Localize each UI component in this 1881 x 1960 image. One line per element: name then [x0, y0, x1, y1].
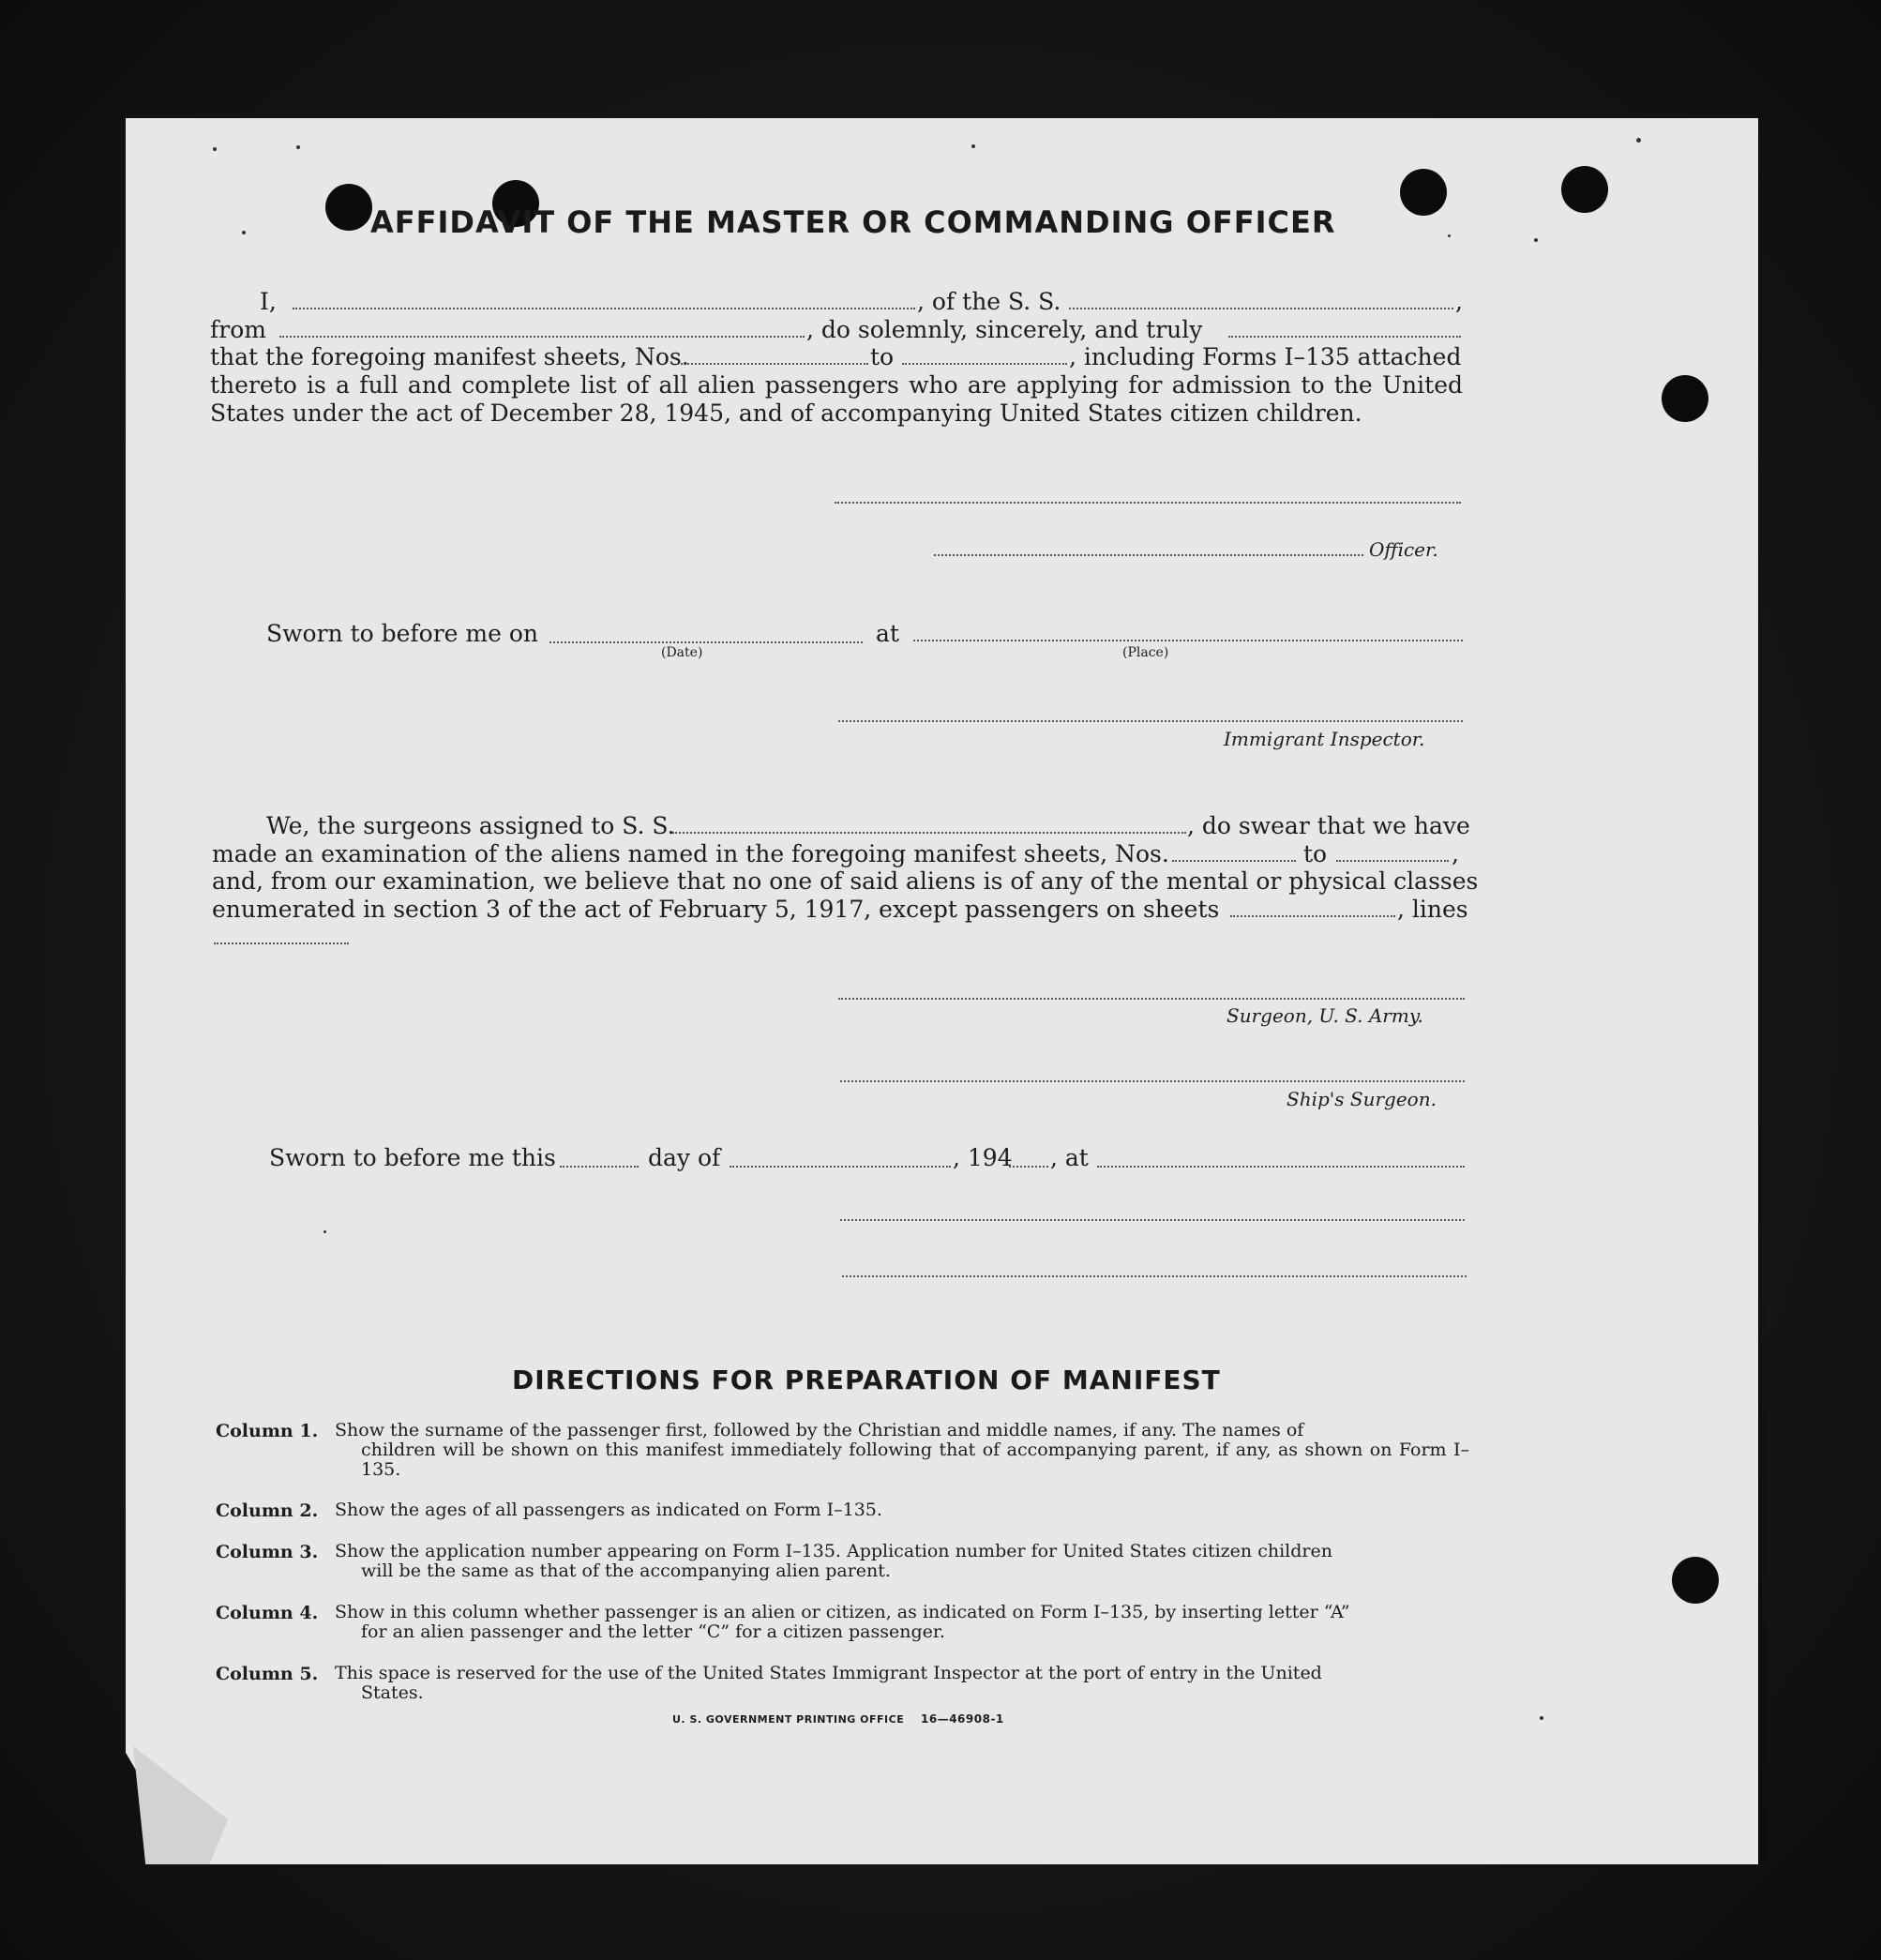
ship-name-field[interactable] [1069, 308, 1453, 309]
column-direction [335, 1542, 1469, 1581]
master-name-field[interactable] [293, 308, 915, 309]
directions-title: DIRECTIONS FOR PREPARATION OF MANIFEST [512, 1364, 1221, 1395]
officer-signature-line[interactable] [835, 502, 1461, 504]
punch-hole [325, 184, 372, 231]
printer-imprint: U. S. GOVERNMENT PRINTING OFFICE [672, 1713, 905, 1726]
direction-text: Show the surname of the passenger first, followed by the Christian and middle names, if any. The names of [335, 1420, 1304, 1440]
direction-text: Show the ages of all passengers as indicated on Form I–135. [335, 1500, 882, 1520]
punch-hole [1400, 169, 1447, 216]
affidavit-text: from [210, 316, 266, 343]
affidavit-text: , [1455, 288, 1463, 315]
column-label: Column 3. [216, 1542, 319, 1562]
place-label: (Place) [1122, 645, 1169, 660]
affidavit-text: , of the S. S. [917, 288, 1061, 315]
direction-text: This space is reserved for the use of the United States Immigrant Inspector at the port of entry in the United [335, 1663, 1322, 1683]
affidavit-title: AFFIDAVIT OF THE MASTER OR COMMANDING OFFICER [370, 204, 1336, 240]
surgeon-sheet-from-field[interactable] [1172, 860, 1296, 862]
direction-text: will be the same as that of the accompanying alien parent. [361, 1560, 891, 1581]
except-sheets-field[interactable] [1230, 915, 1395, 917]
affidavit-text: that the foregoing manifest sheets, Nos. [210, 343, 689, 370]
affidavit-paragraph: thereto is a full and complete list of all alien passengers who are applying for admission to the United States under the act of December 28, 1945, and of accompanying United States citizen children. [210, 371, 1463, 427]
column-label: Column 2. [216, 1500, 319, 1521]
affidavit-text: , including Forms I–135 attached [1069, 343, 1462, 370]
surgeons-text: , [1452, 840, 1459, 867]
column-direction [335, 1603, 1469, 1642]
inspector-signature-line[interactable] [838, 720, 1463, 722]
army-surgeon-signature-line[interactable] [838, 998, 1465, 1000]
surgeons-text: , do swear that we have [1187, 812, 1470, 839]
column-direction [335, 1664, 1469, 1703]
surgeons-text: and, from our examination, we believe that no one of said aliens is of any of the mental or physical classes [212, 867, 1479, 895]
officer-label: Officer. [1369, 538, 1438, 561]
ship-surgeon-label: Ship's Surgeon. [1287, 1088, 1437, 1110]
surgeon-sheet-to-field[interactable] [1336, 860, 1449, 862]
date-label: (Date) [661, 645, 703, 660]
sworn-text: , at [1050, 1144, 1089, 1171]
sworn-place2-field[interactable] [1097, 1166, 1465, 1168]
affidavit-text: , do solemnly, sincerely, and truly [806, 316, 1203, 343]
sworn-date-field[interactable] [549, 641, 863, 643]
direction-text: children will be shown on this manifest immediately following that of accompanying parent, if any, as shown on Form I–135. [361, 1440, 1469, 1480]
sworn-day-field[interactable] [560, 1166, 639, 1168]
direction-text: for an alien passenger and the letter “C” for a citizen passenger. [361, 1621, 945, 1642]
sworn-text: Sworn to before me this [269, 1144, 556, 1171]
sheet-to-field[interactable] [902, 363, 1067, 365]
direction-text: Show the application number appearing on Form I–135. Application number for United States citizen children [335, 1541, 1332, 1561]
sworn-text: day of [648, 1144, 721, 1171]
punch-hole [1561, 166, 1608, 213]
army-surgeon-label: Surgeon, U. S. Army. [1226, 1004, 1423, 1027]
column-direction [335, 1500, 1469, 1520]
surgeons-text: made an examination of the aliens named in the foregoing manifest sheets, Nos. [212, 840, 1169, 867]
signature-line[interactable] [842, 1275, 1467, 1277]
sworn-text: , 194 [953, 1144, 1013, 1171]
ship-surgeon-signature-line[interactable] [840, 1080, 1465, 1082]
signature-line[interactable] [840, 1219, 1465, 1221]
column-label: Column 1. [216, 1421, 319, 1441]
direction-text: States. [361, 1682, 424, 1703]
surgeons-text: , lines [1397, 896, 1468, 923]
punch-hole [1662, 375, 1708, 422]
surgeons-text: enumerated in section 3 of the act of February 5, 1917, except passengers on sheets [212, 896, 1220, 923]
surgeons-text: We, the surgeons assigned to S. S. [266, 812, 675, 839]
surgeon-ship-field[interactable] [672, 832, 1186, 834]
column-label: Column 5. [216, 1664, 319, 1684]
column-label: Column 4. [216, 1603, 319, 1623]
form-number: 16—46908-1 [921, 1712, 1004, 1726]
affidavit-text: I, [260, 288, 277, 315]
sworn-month-field[interactable] [730, 1166, 951, 1168]
sworn-text: at [876, 620, 899, 647]
direction-text: Show in this column whether passenger is an alien or citizen, as indicated on Form I–135, by inserting letter “A” [335, 1602, 1350, 1622]
inspector-label: Immigrant Inspector. [1224, 728, 1425, 750]
sworn-text: Sworn to before me on [266, 620, 539, 647]
punch-hole [1672, 1557, 1719, 1604]
sheet-from-field[interactable] [681, 363, 868, 365]
port-from-field[interactable] [279, 336, 805, 338]
affidavit-text: to [870, 343, 895, 370]
sworn-year-field[interactable] [1009, 1166, 1048, 1168]
officer-title-line[interactable] [934, 554, 1363, 556]
column-direction [335, 1421, 1469, 1480]
sworn-place-field[interactable] [913, 640, 1463, 641]
except-lines-field[interactable] [214, 942, 349, 944]
surgeons-text: to [1303, 840, 1328, 867]
oath-field[interactable] [1228, 336, 1461, 338]
